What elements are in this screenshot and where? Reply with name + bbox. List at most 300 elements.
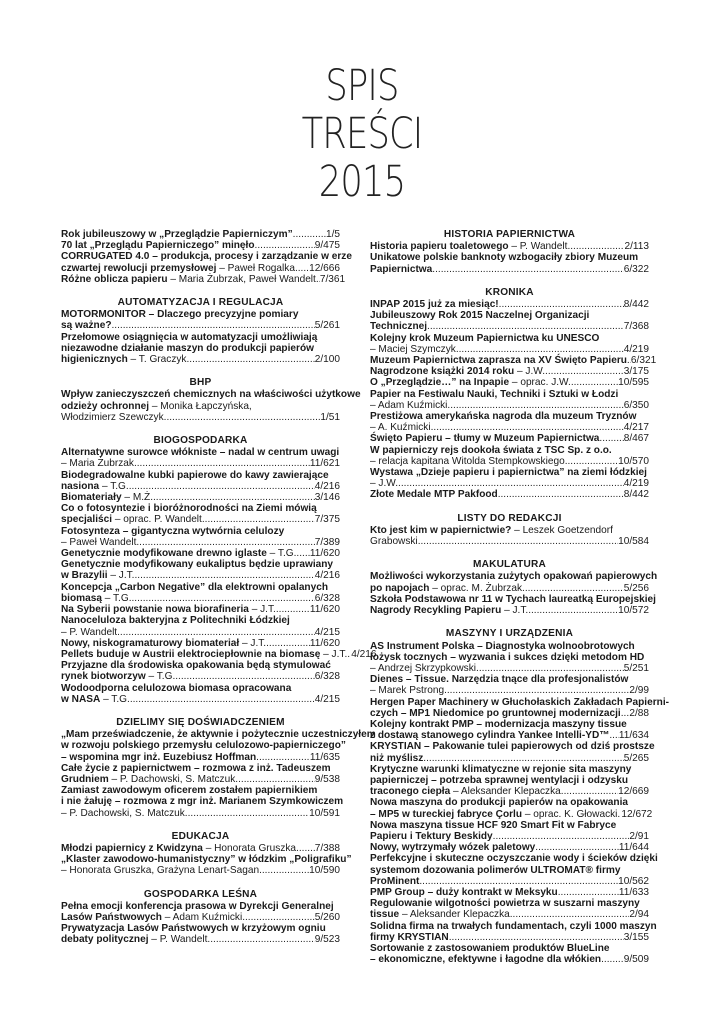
entry-line (370, 605, 649, 616)
entry-text (370, 310, 589, 321)
entry-line (370, 954, 649, 965)
entry-line (370, 730, 649, 741)
entry-text (370, 764, 631, 775)
page-number: 10/562 (618, 875, 649, 887)
entry-text (370, 583, 522, 594)
entry-author: – relacja kapitana Witolda Stempkowskiego (370, 455, 565, 467)
entry-line (61, 796, 344, 808)
toc-entry (370, 696, 669, 719)
toc-entry (370, 764, 649, 798)
entry-author: – oprac. J.W. (509, 377, 571, 389)
entry-line (370, 685, 649, 696)
entry-line (370, 696, 669, 708)
entry-line (370, 708, 649, 719)
entry-text (370, 525, 613, 536)
toc-section (370, 628, 669, 966)
entry-title: papierniczej – potrzeba sprawnej wentylacji i odzysku (370, 774, 629, 786)
toc-entry (370, 641, 649, 675)
entry-author: – J.W. (370, 478, 399, 490)
toc-left-column (61, 229, 377, 958)
entry-line (61, 912, 340, 923)
page-number: 4/216 (314, 480, 340, 492)
entry-text (61, 514, 202, 525)
dot-leader (130, 694, 315, 705)
entry-line (370, 525, 649, 536)
entry-line (61, 648, 377, 660)
entry-line (61, 729, 376, 741)
entry-line (61, 470, 340, 481)
entry-line (370, 411, 649, 422)
page-number: 2/91 (629, 830, 649, 842)
dot-leader (535, 842, 619, 853)
entry-text (370, 652, 644, 663)
dot-leader (558, 887, 619, 898)
toc-entry (61, 559, 340, 581)
toc-entry (370, 467, 649, 489)
page-number: 12/669 (618, 786, 649, 798)
toc-entry (370, 920, 657, 943)
toc-entry (370, 674, 649, 696)
entry-line (370, 943, 649, 954)
toc-section (370, 229, 649, 275)
entry-title: Fotosynteza – gigantyczna wytwórnia celulozy (61, 525, 285, 537)
entry-text (370, 842, 535, 853)
entry-line (370, 820, 649, 831)
entry-title: Papier na Festiwalu Nauki, Techniki i Sztuki w Łodzi (370, 388, 619, 400)
entry-text (370, 831, 493, 842)
dot-leader (621, 708, 630, 719)
entry-author: – Adam Kuźmicki (370, 399, 448, 411)
entry-text (370, 467, 647, 478)
entry-text (370, 333, 599, 344)
page-number: 3/155 (623, 931, 649, 943)
entry-line (61, 582, 340, 593)
entry-line (370, 310, 649, 321)
dot-leader (427, 321, 624, 332)
entry-line (370, 489, 649, 500)
entry-title: po napojach (370, 582, 430, 594)
entry-text (61, 263, 295, 274)
page-number: 5/256 (623, 582, 649, 594)
toc-right-column (370, 229, 669, 977)
page-number: 11/644 (618, 842, 649, 854)
entry-title: „Mam przeświadczenie, że aktywnie i pożytecznie uczestniczyłem (61, 729, 376, 741)
entry-text (370, 456, 565, 467)
entry-text (61, 537, 136, 548)
entry-title: debaty politycznej (61, 934, 149, 946)
entry-author: – J.T. (320, 648, 348, 660)
toc-entry (370, 571, 658, 594)
entry-title: W papierniczy rejs dookoła świata z TSC Sp. z o.o. (370, 444, 612, 456)
toc-section (61, 377, 361, 423)
dot-leader (447, 400, 623, 411)
toc-entry (370, 241, 649, 252)
entry-line (61, 273, 346, 285)
entry-text (61, 251, 352, 262)
entry-line (370, 456, 649, 467)
entry-text (370, 685, 444, 696)
toc-entry (370, 299, 649, 310)
dot-leader (601, 954, 624, 965)
entry-text (370, 674, 628, 685)
entry-title: Wpływ zanieczyszczeń chemicznych na właściwości użytkowe (61, 389, 361, 401)
entry-line (370, 674, 649, 685)
toc-entry (61, 389, 361, 423)
toc-entry (61, 763, 340, 785)
entry-text (61, 492, 153, 503)
entry-text (61, 627, 117, 638)
toc-entry (61, 638, 340, 649)
page-number: 10/584 (618, 536, 649, 548)
entry-author: – Aleksander Klepaczka (450, 786, 561, 798)
page-number: 9/523 (314, 934, 340, 946)
entry-line (370, 583, 649, 594)
entry-text (61, 559, 333, 570)
dot-leader (112, 320, 315, 331)
page-number: 10/595 (618, 377, 649, 389)
entry-line (61, 458, 340, 469)
page-number: 11/620 (309, 604, 340, 616)
entry-line (370, 400, 649, 411)
entry-line (61, 559, 340, 570)
dot-leader (609, 730, 619, 741)
entry-text (370, 536, 418, 547)
entry-author: – T.G. (100, 693, 130, 705)
entry-author: – J.T. (239, 637, 267, 649)
entry-title: firmy KRYSTIAN (370, 931, 449, 943)
entry-text (61, 320, 112, 331)
entry-title: z dostawą stanowego cylindra Yankee Intelli-YD™ (370, 730, 610, 742)
entry-text (370, 898, 640, 909)
toc-entry (370, 355, 657, 367)
entry-title: Wystawa „Dzieje papieru i papiernictwa” na ziemi łódzkiej (370, 467, 647, 479)
entry-title: CORRUGATED 4.0 – produkcja, procesy i zarządzanie w erze (61, 251, 352, 263)
entry-author: – Honorata Gruszka, Grażyna Lenart-Sagan (61, 865, 260, 877)
toc-entry (370, 593, 656, 617)
dot-leader (432, 264, 623, 275)
entry-text (61, 548, 296, 559)
entry-title: Przyjazne dla środowiska opakowania będą stymulować (61, 660, 331, 672)
toc-entry (370, 842, 649, 853)
page-number: 11/621 (309, 458, 340, 470)
entry-text (61, 923, 326, 934)
dot-leader (567, 241, 624, 252)
dot-leader (545, 366, 624, 377)
dot-leader (293, 229, 326, 240)
entry-line (61, 843, 340, 854)
toc-entry (370, 887, 649, 898)
entry-text (370, 663, 476, 674)
entry-text (370, 775, 628, 786)
entry-title: łożysk tocznych – wyzwania i sukces dzięki metodom HD (370, 651, 645, 663)
toc-section (61, 229, 352, 285)
entry-text (370, 422, 431, 433)
entry-text (370, 876, 419, 887)
section-title: MAKULATURA (472, 559, 546, 571)
toc-entry (61, 526, 340, 548)
entry-line (61, 740, 346, 752)
entry-line (61, 503, 340, 514)
dot-leader (136, 537, 314, 548)
entry-line (61, 447, 340, 458)
entry-text (370, 445, 612, 456)
toc-entry (61, 901, 340, 923)
entry-author: – J.W. (514, 366, 546, 378)
entry-line (61, 934, 340, 945)
section-title: LISTY DO REDAKCJI (457, 512, 562, 524)
entry-text (370, 786, 561, 797)
entry-title: Pełna emocji konferencja prasowa w Dyrekcji Generalnej (61, 900, 334, 912)
entry-title: rynek biotworzyw (61, 671, 146, 683)
title-line-2: TREŚCI (301, 109, 423, 159)
entry-title: higienicznych (61, 354, 128, 366)
entry-title: Przełomowe osiągnięcia w automatyzacji umożliwiają (61, 331, 318, 343)
entry-text (370, 730, 609, 741)
section-title: DZIELIMY SIĘ DOŚWIADCZENIEM (116, 716, 285, 728)
entry-line (61, 627, 340, 638)
toc-entry (370, 411, 649, 433)
section-title: BHP (189, 377, 212, 389)
entry-title: są ważne? (61, 320, 112, 332)
entry-title: Święto Papieru – tłumy w Muzeum Papiernictwa (370, 433, 600, 445)
entry-line (370, 797, 649, 808)
entry-line (370, 808, 653, 820)
entry-line (370, 652, 649, 663)
entry-text (370, 943, 609, 954)
toc-entry (61, 332, 340, 366)
entry-text (61, 763, 331, 774)
entry-text (370, 344, 456, 355)
dot-leader (134, 458, 310, 469)
dot-leader (418, 536, 618, 547)
toc-entry (61, 683, 340, 705)
entry-text (61, 660, 331, 671)
page-number: 2/100 (314, 354, 340, 366)
entry-line (61, 808, 340, 819)
toc-entry (61, 503, 340, 525)
dot-leader (186, 354, 314, 365)
dot-leader (185, 808, 309, 819)
entry-text (61, 649, 347, 660)
page-number: 7/388 (314, 842, 340, 854)
toc-entry (370, 741, 655, 764)
page-number: 7/389 (314, 536, 340, 548)
dot-leader (207, 934, 314, 945)
toc-entry (61, 273, 346, 285)
dot-leader (510, 909, 630, 920)
toc-entry (61, 923, 340, 945)
entry-line (370, 876, 649, 887)
entry-title: KRYSTIAN – Pakowanie tulei papierowych od dziś prostsze (370, 741, 655, 753)
section-title: EDUKACJA (171, 830, 230, 842)
entry-title: czwartej rewolucji przemysłowej (61, 262, 217, 274)
page-number: 11/634 (618, 730, 649, 742)
entry-text (370, 697, 669, 708)
page-number: 2/113 (624, 241, 649, 253)
page-number: 9/538 (314, 773, 340, 785)
entry-title: Biomateriały (61, 492, 122, 504)
toc-entry (370, 797, 653, 820)
entry-line (370, 887, 649, 898)
section-title: KRONIKA (485, 286, 534, 298)
entry-title: specjaliści (61, 514, 113, 526)
entry-author: – Leszek Goetzendorf (511, 524, 613, 536)
entry-author: – T.G. (101, 592, 132, 604)
toc-entry (61, 447, 340, 469)
toc-entry (61, 604, 340, 615)
entry-text (370, 909, 510, 920)
entry-line (370, 299, 649, 310)
page-number: 11/620 (309, 637, 340, 649)
toc-entry (370, 853, 658, 887)
entry-text (61, 901, 334, 912)
entry-title: Koncepcja „Carbon Negative” dla elektrowni opalanych (61, 581, 328, 593)
entry-text (370, 400, 447, 411)
entry-line (61, 240, 340, 251)
entry-line (61, 854, 352, 866)
entry-title: Muzeum Papiernictwa zaprasza na XV Święto Papieru (370, 355, 627, 367)
page-number: 6/328 (314, 671, 340, 683)
entry-title: i nie żałuję – rozmowa z mgr inż. Marianem Szymkowiczem (61, 796, 344, 808)
entry-line (61, 774, 340, 785)
entry-text (370, 932, 449, 943)
dot-leader (175, 671, 314, 682)
entry-text (61, 796, 343, 807)
entry-title: Dienes – Tissue. Narzędzia tnące dla profesjonalistów (370, 674, 629, 686)
entry-text (61, 332, 317, 343)
entry-text (370, 264, 432, 275)
entry-line (370, 445, 649, 456)
entry-title: Genetycznie modyfikowane drewno iglaste (61, 548, 267, 560)
entry-title: Nagrody Recykling Papieru (370, 605, 502, 617)
entry-author: – T.G. (145, 671, 176, 683)
entry-title: Prywatyzacja Lasów Państwowych w krzyżowym ogniu (61, 923, 326, 935)
entry-text (61, 401, 252, 412)
entry-line (370, 753, 649, 764)
toc-entry (370, 445, 649, 467)
entry-title: biomasą (61, 592, 102, 604)
page-number: 5/260 (314, 911, 340, 923)
entry-title: Technicznej (370, 321, 428, 333)
page-number: 2/88 (629, 707, 649, 719)
entry-title: Złote Medale MTP Pakfood (370, 489, 498, 501)
page-number: 6/321 (630, 355, 657, 367)
entry-line (370, 764, 649, 775)
entry-text (61, 526, 284, 537)
entry-title: AS Instrument Polska – Diagnostyka wolnoobrotowych (370, 640, 635, 652)
dot-leader (255, 240, 315, 251)
page-number: 9/475 (314, 240, 340, 252)
entry-line (61, 343, 340, 354)
entry-text (61, 240, 255, 251)
entry-author: Grabowski (370, 536, 418, 548)
entry-line (61, 537, 340, 548)
entry-title: traconego ciepła (370, 786, 451, 798)
toc-entry (370, 525, 649, 547)
entry-title: Sortowanie z zastosowaniem produktów BlueLine (370, 942, 610, 954)
entry-author: – Maria Żubrzak, Paweł Wandelt (167, 273, 316, 285)
entry-line (370, 641, 649, 652)
entry-line (370, 741, 655, 753)
entry-title: Nagrodzone książki 2014 roku (370, 366, 515, 378)
entry-title: Zamiast zawodowym oficerem zostałem papiernikiem (61, 785, 318, 797)
entry-text (61, 447, 339, 458)
page-number: 4/219 (623, 478, 649, 490)
entry-line (370, 593, 656, 605)
entry-title: nasiona (61, 480, 100, 492)
entry-text (370, 411, 636, 422)
entry-author: – oprac. P. Wandelt (112, 514, 202, 526)
entry-text (61, 785, 317, 796)
entry-text (61, 752, 256, 763)
entry-text (370, 299, 499, 310)
entry-line (61, 763, 340, 774)
entry-line (370, 842, 649, 853)
entry-line (61, 694, 340, 705)
page-number: 10/570 (618, 455, 649, 467)
entry-text (370, 241, 567, 252)
page-number: 7/375 (314, 514, 340, 526)
entry-title: Prestiżowa amerykańska nagroda dla muzeum Tryznów (370, 411, 637, 423)
entry-line (61, 251, 352, 263)
dot-leader (571, 377, 618, 388)
page-number: 5/251 (623, 662, 649, 674)
toc-entry (370, 433, 649, 444)
entry-line (61, 229, 340, 240)
entry-title: Historia papieru toaletowego (370, 241, 509, 253)
entry-title: niż myślisz (370, 752, 424, 764)
dot-leader (256, 752, 310, 763)
entry-title: – MP5 w tureckiej fabryce Çorlu (370, 808, 523, 820)
entry-title: Hergen Paper Machinery w Głuchołaskich Zakładach Papierni- (370, 696, 669, 708)
entry-author: – A. Kuźmicki (370, 422, 431, 434)
toc-entry (61, 854, 352, 877)
page-number: 8/442 (623, 489, 649, 501)
dot-leader (528, 605, 618, 616)
entry-text (370, 478, 398, 489)
dot-leader (135, 570, 315, 581)
entry-title: Pellets buduje w Austrii elektrociepłownie na biomasę (61, 648, 321, 660)
entry-line (370, 719, 649, 730)
entry-line (370, 422, 649, 433)
page-number: 4/217 (623, 422, 649, 434)
entry-title: Możliwości wykorzystania zużytych opakowań papierowych (370, 571, 658, 583)
dot-leader (498, 489, 624, 500)
dot-leader (259, 865, 309, 876)
page-number: 4/216 (351, 648, 377, 660)
entry-line (370, 775, 649, 786)
entry-text (61, 343, 314, 354)
entry-line (61, 683, 340, 694)
page-number: 12/666 (309, 262, 340, 274)
dot-leader (493, 831, 630, 842)
entry-text (61, 582, 328, 593)
entry-line (370, 786, 649, 797)
dot-leader (599, 433, 623, 444)
entry-title: Grudniem (61, 773, 109, 785)
entry-text (370, 954, 601, 965)
entry-text (61, 843, 296, 854)
page-title (270, 62, 454, 206)
entry-text (61, 458, 134, 469)
entry-line (370, 853, 658, 865)
entry-line (370, 909, 649, 920)
entry-author: – oprac. M. Żubrzak (429, 582, 523, 594)
entry-text (370, 719, 627, 730)
entry-author: – P. Wandelt (148, 934, 208, 946)
toc-entry (370, 389, 649, 411)
entry-title: Krytyczne warunki klimatyczne w rejonie sita maszyny (370, 763, 632, 775)
